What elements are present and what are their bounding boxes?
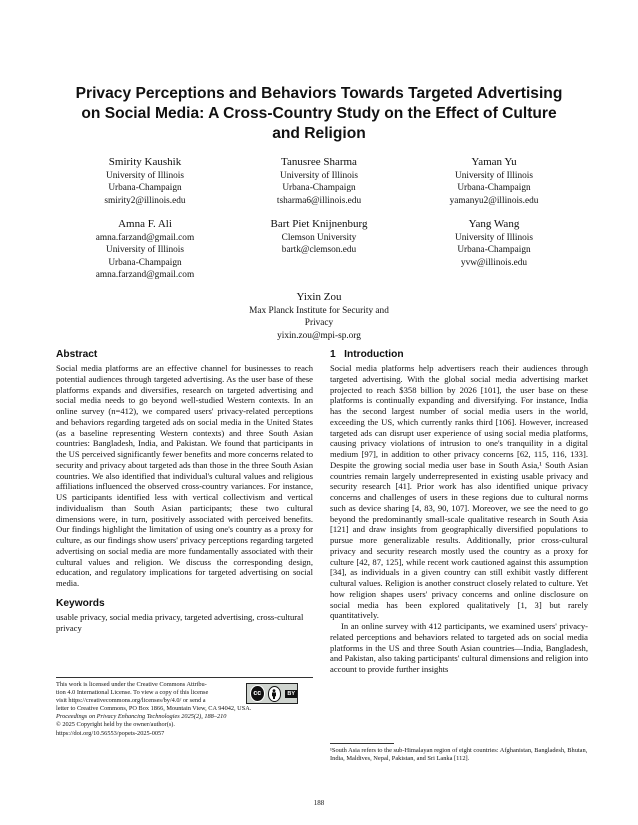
author-affiliation: Urbana-Champaign (282, 183, 356, 194)
introduction-paragraph-1: Social media platforms help advertisers reach their audiences through targeted advertising. With the global social media advertising market projected to reach $358 billion by 2026 [101], the user base on these platforms is continually expanding and diversifying. For instance, India has the second largest number of social media users in the world, exceeding the US, which currently ranks third [106]. However, increased targeted ads can disrupt user experience of using social media platforms, causing privacy violations of intrusion to one's tranquility in a digital medium [97], in addition to other privacy concerns [62, 115, 116, 133]. Despite the growing social media user base in South Asia,¹ South Asian countries remain largely underrepresented in existing usable privacy and security research [41]. Prior work has also identified unique privacy concerns and challenges of users in these regions due to cultural norms such as device sharing [4, 83, 90, 107]. Moreover, we see the need to go beyond the predominantly small-scale qualitative research in South Asia [121] and draw insights from geographically diversified populations to pursue more generalizable results. Additionally, prior cross-cultural privacy and security research mostly used the country as a proxy for culture [42, 87, 125], while recent work cautioned against this assumption [34], as individuals in a given country can still exhibit vastly different cultural values. Religion is another construct closely related to culture. Yet how religion shapes users' privacy concerns and online disclosure on social media has been explored qualitatively [1, 3] but rarely quantitatively. (330, 363, 588, 621)
author-name: Yaman Yu (471, 156, 517, 168)
copyright-line: © 2025 Copyright held by the owner/author(s). (56, 721, 175, 729)
by-label: BY (287, 690, 295, 697)
keywords-heading: Keywords (56, 597, 105, 609)
doi-link[interactable]: https://doi.org/10.56553/popets-2025-0057 (56, 729, 165, 737)
title-line-1: Privacy Perceptions and Behaviors Towards Targeted Advertising (75, 85, 563, 102)
footnote-rule (330, 743, 394, 744)
license-rule (56, 677, 313, 678)
author-affiliation: University of Illinois (280, 171, 358, 181)
footnote-block (330, 743, 588, 763)
license-text (56, 681, 236, 705)
author-name: Yang Wang (468, 218, 520, 230)
author-affiliation: University of Illinois (106, 171, 184, 181)
author-email: yamanyu2@illinois.edu (449, 195, 539, 206)
author-name: Tanusree Sharma (281, 156, 357, 168)
by-icon (268, 686, 282, 702)
author-email: yixin.zou@mpi-sp.org (277, 330, 361, 341)
author-affiliation: University of Illinois (455, 233, 533, 243)
author-email: amna.farzand@gmail.com (95, 270, 195, 281)
license-line: visit https://creativecommons.org/licenses/by/4.0/ or send a (56, 697, 206, 705)
abstract-heading: Abstract (56, 349, 98, 360)
left-column (56, 348, 313, 633)
author-block (234, 217, 404, 257)
title-line-2: on Social Media: A Cross-Country Study on the Effect of Culture (81, 105, 557, 122)
author-affiliation: Urbana-Champaign (457, 183, 531, 194)
author-block (409, 217, 579, 269)
author-affiliation: Privacy (304, 318, 334, 329)
author-block (219, 290, 419, 342)
proceedings-line: Proceedings on Privacy Enhancing Technologies 2025(2), 188–210 (56, 713, 227, 721)
license-block (56, 677, 313, 738)
license-address: letter to Creative Commons, PO Box 1866, Mountain View, CA 94042, USA. (56, 705, 252, 713)
introduction-text (330, 363, 588, 675)
author-affiliation: Urbana-Champaign (457, 245, 531, 256)
author-name: Yixin Zou (296, 291, 342, 303)
author-affiliation: University of Illinois (455, 171, 533, 181)
introduction-heading: 1 Introduction (330, 349, 404, 360)
license-line: This work is licensed under the Creative Commons Attribu- (56, 681, 207, 688)
author-block (234, 155, 404, 207)
license-line: tion 4.0 International License. To view a copy of this license (56, 689, 209, 697)
keywords-text: usable privacy, social media privacy, targeted advertising, cross-cultural privacy (56, 611, 304, 633)
author-affiliation: Urbana-Champaign (108, 183, 182, 194)
paper-title (40, 84, 598, 144)
author-block (60, 155, 230, 207)
author-name: Smirity Kaushik (108, 156, 182, 168)
title-line-3: and Religion (272, 125, 366, 142)
page-number: 188 (313, 799, 325, 807)
cc-icon: cc (250, 685, 265, 702)
abstract-text: Social media platforms are an effective channel for businesses to reach potential audiences through targeted advertising. As the user base of these platforms expands and diversifies, research on targeted advertising and social media needs to go beyond well-studied Western contexts. In an online survey (n=412), we compared users' privacy-related perceptions and behaviors regarding targeted ads on social media in the United States (as a baseline representing Western contexts) and three South Asian countries: Bangladesh, India, and Pakistan. We found that participants in the US perceived significantly fewer benefits and more concerns related to security and privacy about targeted ads than those in the three South Asian countries. We also identified that individual's cultural values and religious affiliations influenced the observed cross-country variances. For instance, US participants identified less with vertical collectivism and vertical individualism than South Asian participants; these two cultural dimensions were, in turn, positively associated with perceived benefits. Our findings highlight the limitation of using one's country as a proxy for culture, as our findings show users' privacy perceptions regarding targeted advertising on social media are more fundamentally associated with their cultural values and religion. We discuss the corresponding design, education, and regulatory implications for targeted advertising on social media. (56, 363, 313, 588)
author-name: Amna F. Ali (118, 218, 172, 230)
author-name: Bart Piet Knijnenburg (270, 218, 368, 230)
introduction-paragraph-2: In an online survey with 412 participants, we examined users' privacy-related perceptions and behaviors related to targeted ads on social media platforms in the US and three South Asian countries—India, Bangladesh, and Pakistan, also taking participants' cultural dimensions and religion into account to provide further insights (330, 621, 588, 674)
author-email: yvw@illinois.edu (460, 257, 528, 268)
footnote-text: ¹South Asia refers to the sub-Himalayan region of eight countries: Afghanistan, Bangladesh, Bhutan, India, Maldives, Nepal, Pakistan, and Sri Lanka [112]. (330, 747, 588, 763)
author-block (409, 155, 579, 207)
author-email: tsharma6@illinois.edu (276, 195, 362, 206)
author-email: bartk@clemson.edu (281, 245, 357, 256)
cc-by-badge (246, 683, 298, 704)
author-email: smirity2@illinois.edu (104, 195, 186, 206)
author-affiliation: Clemson University (281, 233, 357, 243)
author-affiliation: Max Planck Institute for Security and (249, 306, 389, 316)
author-block (60, 217, 230, 282)
right-column (330, 348, 588, 675)
author-email: amna.farzand@gmail.com (95, 233, 195, 243)
author-affiliation: University of Illinois (106, 245, 184, 256)
author-affiliation: Urbana-Champaign (108, 257, 182, 268)
